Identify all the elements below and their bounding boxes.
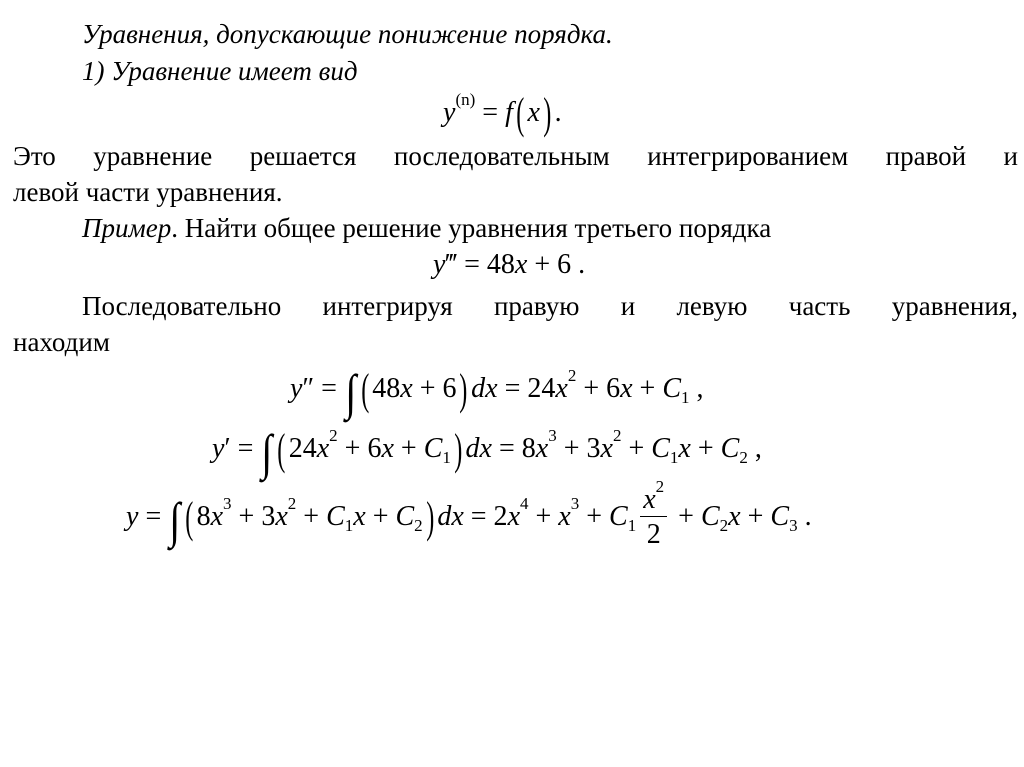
paragraph-2-line-2: находим (13, 327, 110, 357)
case-one-heading: 1) Уравнение имеет вид (82, 56, 358, 86)
paragraph-1-line-2: левой части уравнения. (13, 177, 283, 207)
example-label: Пример (82, 213, 172, 243)
paragraph-1-line-1: Это уравнение решается последовательным интегрированием правой и (13, 141, 1018, 171)
equation-first-derivative: y′ = ∫ ( $24x^2 + 6x + C_1$) dx = $8x^3 + 3x^2 + C_1x + C_2$ , (212, 424, 762, 480)
example-line (82, 212, 771, 244)
equation-general-solution: y = ∫ ( $8x^3 + 3x^2 + C_1x + C_2$) dx = $2x^4 + x^3 + C_1$ $\frac{x^2}{2}$ + $C_2x + C_3$ . (126, 484, 812, 553)
equation-example: y‴ = 48x + 6 . (433, 249, 586, 280)
fraction-x2-over-2: $\frac{x^2}{2}$ (640, 484, 667, 553)
equation-nth-derivative: $y^{(n)} = f$( x) . (443, 89, 562, 138)
paragraph-2-line-1: Последовательно интегрируя правую и левую часть уравнения, (82, 291, 1018, 321)
section-title: Уравнения, допускающие понижение порядка. (82, 19, 613, 49)
example-text: . Найти общее решение уравнения третьего порядка (171, 213, 772, 243)
equation-second-derivative: y″ = ∫ ( 48x + 6) dx = $24x^2 + 6x + C_1$ , (290, 364, 704, 420)
